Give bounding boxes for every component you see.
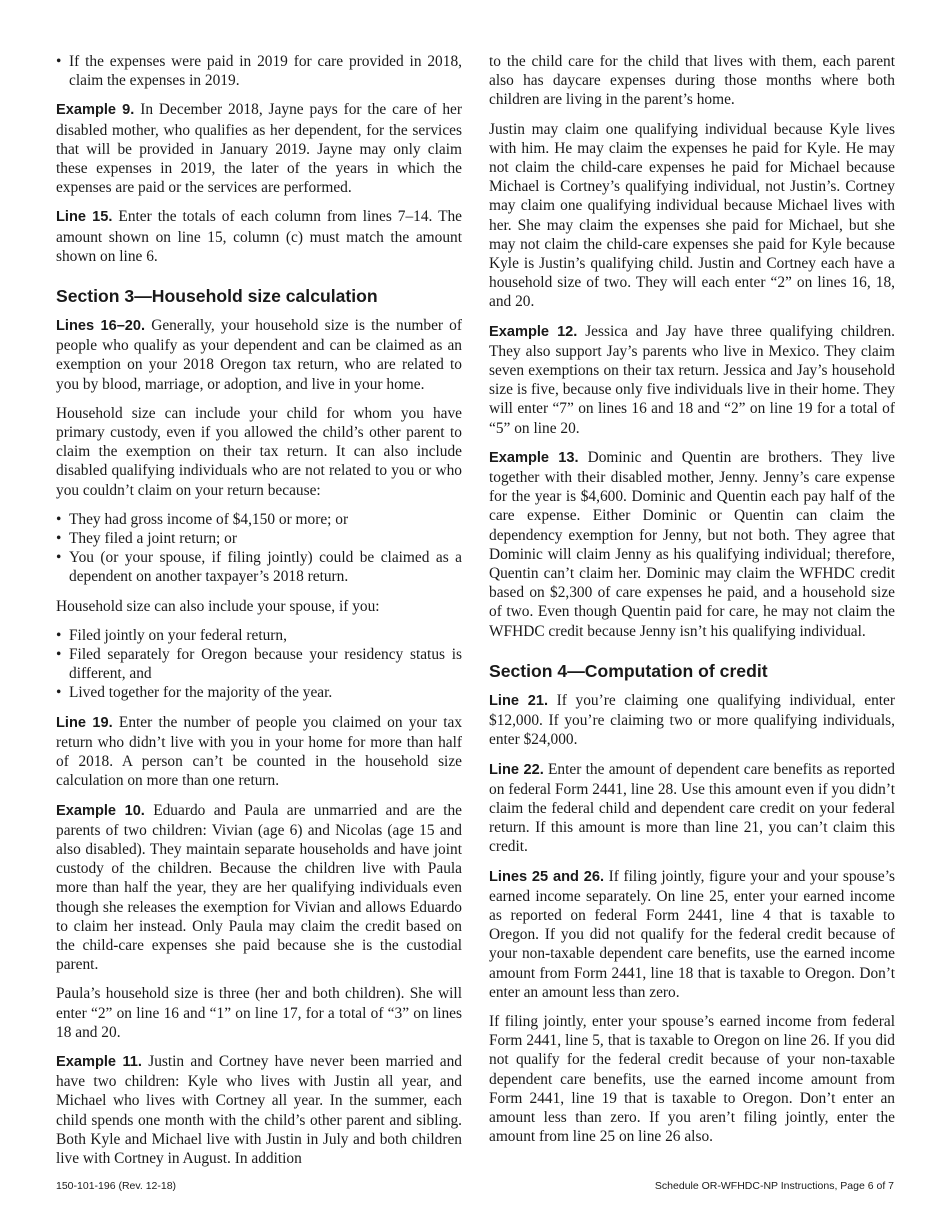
section-3-heading: Section 3—Household size calculation [56, 286, 378, 307]
example-11-lead: Example 11. [56, 1053, 142, 1070]
list-item: • They had gross income of $4,150 or more; or [56, 510, 462, 529]
lines-16-20-instructions [56, 316, 462, 394]
because-list [56, 510, 462, 587]
example-13-lead: Example 13. [489, 449, 579, 466]
list-item: • If the expenses were paid in 2019 for care provided in 2018, claim the expenses in 2019. [56, 52, 462, 90]
list-item: • Filed separately for Oregon because your residency status is different, and [56, 645, 462, 683]
example-13 [489, 448, 895, 641]
example-11-continued: to the child care for the child that lives with them, each parent also has daycare expenses during those months where both children are living in the parent’s home. [489, 53, 895, 109]
example-9-lead: Example 9. [56, 102, 135, 119]
line-21-lead: Line 21. [489, 692, 549, 709]
example-12-lead: Example 12. [489, 323, 578, 340]
example-12-text: Jessica and Jay have three qualifying children. They also support Jay’s parents who live in Mexico. They claim seven exemptions on their tax return. Jessica and Jay’s household size is five, because only five individuals live in their home. They will enter “7” on lines 16 and 18 and “2” on line 19 for a total of “5” on line 20. [489, 322, 895, 437]
line-21-text: If you’re claiming one qualifying individual, enter $12,000. If you’re claiming two or more qualifying individuals, enter $24,000. [489, 691, 895, 749]
page-label: Schedule OR-WFHDC-NP Instructions, Page 6 of 7 [654, 1180, 894, 1192]
list-item: • You (or your spouse, if filing jointly) could be claimed as a dependent on another taxpayer’s 2018 return. [56, 548, 462, 586]
spouse-intro: Household size can also include your spouse, if you: [56, 597, 380, 615]
lines-25-26-instructions [489, 867, 895, 1002]
form-number: 150-101-196 (Rev. 12-18) [56, 1180, 177, 1192]
example-11 [56, 1052, 462, 1168]
left-column [56, 52, 462, 1178]
line-19-text: Enter the number of people you claimed on your tax return who didn’t live with you in your home for more than half of 2018. A person can’t be counted in the household size calculation on more than one return. [56, 713, 463, 790]
list-item: • Lived together for the majority of the year. [56, 683, 462, 702]
example-13-text: Dominic and Quentin are brothers. They live together with their disabled mother, Jenny. Jenny’s care expense for the year is $4,600. Dominic and Quentin each pay half of the care expense. Either Dominic or Quentin can claim the dependency exemption for Jenny, but not both. They agree that Dominic will claim Jenny as his qualifying individual; therefore, Quentin can’t claim her. Dominic may claim the WFHDC credit based on $2,300 of care expenses he paid, and a household size of two. Even though Quentin paid for care, he may not claim the WFHDC credit because Jenny isn’t his qualifying individual. [489, 448, 895, 640]
line-19-instructions [56, 713, 462, 791]
example-9-text: In December 2018, Jayne pays for the care of her disabled mother, who qualifies as her dependent, for the services that will be provided in January 2019. Jayne may only claim these expenses in 2019, the later of the years in which the expenses are paid or the services are performed. [56, 101, 463, 197]
lines-25-26-text: If filing jointly, figure your and your spouse’s earned income separately. On line 25, enter your earned income as reported on federal Form 2441, line 4 that is taxable to Oregon. If you did not qualify for the federal credit because of your non-taxable dependent care benefits, use the earned income amount from Form 2441, line 18 that is taxable to Oregon. Don’t enter an amount less than zero. [489, 867, 896, 1001]
line-22-text: Enter the amount of dependent care benefits as reported on federal Form 2441, line 28. Use this amount even if you didn’t claim the federal child and dependent care credit on your federal return. If this amount is more than line 21, you can’t claim this credit. [489, 760, 895, 856]
example-10-lead: Example 10. [56, 802, 145, 819]
line-15-instructions [56, 207, 462, 266]
expenses-timing-list [56, 52, 462, 90]
line-15-lead: Line 15. [56, 209, 113, 226]
list-item: • They filed a joint return; or [56, 529, 462, 548]
example-11-text: Justin and Cortney have never been married and have two children: Kyle who lives with Justin all year, and Michael who lives with Cortney all year. In the summer, each child spends one month with the child’s other parent and sibling. Both Kyle and Michael live with Justin in July and both children live with Cortney in August. In addition [56, 1052, 462, 1167]
example-12 [489, 322, 895, 438]
right-column [489, 52, 895, 1156]
paula-household-paragraph: Paula’s household size is three (her and both children). She will enter “2” on line 16 and “1” on line 17, for a total of “3” on lines 18 and 20. [56, 985, 462, 1041]
joint-filing-paragraph: If filing jointly, enter your spouse’s earned income from federal Form 2441, line 5, that is taxable to Oregon on line 26. If you did not qualify for the federal credit because of your non-taxable dependent care benefits, use the earned income amount from Form 2441, line 19 that is taxable to Oregon. Don’t enter an amount less than zero. If you aren’t filing jointly, enter the amount from line 25 on line 26 also. [489, 1012, 895, 1146]
example-10 [56, 801, 462, 975]
justin-cortney-paragraph: Justin may claim one qualifying individual because Kyle lives with him. He may claim the expenses he paid for Kyle. He may not claim the child-care expenses he paid for Michael because Michael is Cortney’s qualifying individual, not Justin’s. Cortney may claim one qualifying individual because Michael lives with her. She may claim the expenses she paid for Michael, but she may not claim the child-care expenses she paid for Kyle because Kyle is Justin’s qualifying child. Justin and Cortney each have a household size of two. They will each enter “2” on lines 16, 18, and 20. [489, 120, 895, 311]
line-22-instructions [489, 760, 895, 857]
example-9 [56, 100, 462, 197]
example-10-text: Eduardo and Paula are unmarried and are the parents of two children: Vivian (age 6) and Nicolas (age 15 and also disabled). They maintain separate households and have joint custody of the children. Because the children live with Paula more than half the year, they are her qualifying individuals even though she releases the exemption for Vivian and allows Eduardo to claim her instead. Only Paula may claim the credit based on the child-care expenses she paid because she is the custodial parent. [56, 801, 462, 974]
lines-16-20-lead: Lines 16–20. [56, 318, 146, 335]
household-size-paragraph: Household size can include your child for whom you have primary custody, even if you allowed the child’s other parent to claim the exemption on their tax return. It can also include disabled qualifying individuals who are not related to you or who you couldn’t claim on your return because: [56, 404, 462, 499]
line-21-instructions [489, 691, 895, 750]
spouse-list [56, 626, 462, 703]
line-19-lead: Line 19. [56, 714, 113, 731]
section-4-heading: Section 4—Computation of credit [489, 660, 768, 681]
line-15-text: Enter the totals of each column from lines 7–14. The amount shown on line 15, column (c) must match the amount shown on line 6. [56, 208, 463, 265]
lines-16-20-text: Generally, your household size is the number of people who qualify as your dependent and can be claimed as an exemption on your 2018 Oregon tax return, who are related to you by blood, marriage, or adoption, and live in your home. [56, 317, 462, 393]
list-item: • Filed jointly on your federal return, [56, 626, 462, 645]
line-22-lead: Line 22. [489, 761, 544, 778]
lines-25-26-lead: Lines 25 and 26. [489, 868, 605, 885]
